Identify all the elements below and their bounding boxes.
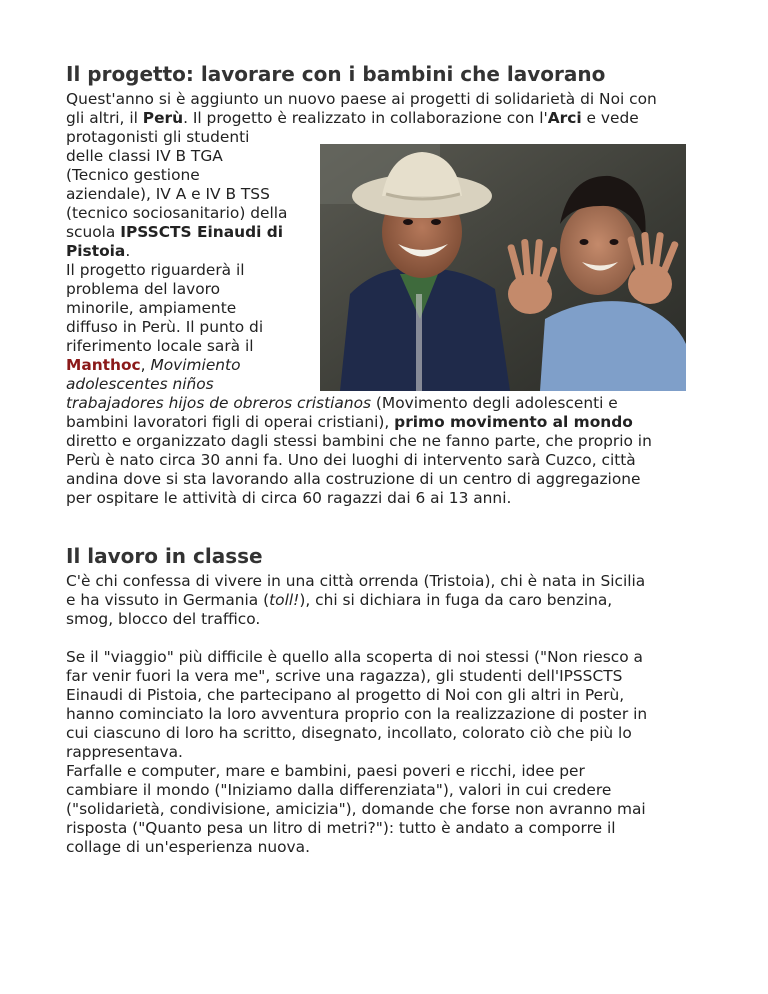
text-line: Manthoc, Movimiento bbox=[66, 356, 241, 374]
text-line: Perù è nato circa 30 anni fa. Uno dei luoghi di intervento sarà Cuzco, città bbox=[66, 451, 636, 469]
text-line: trabajadores hijos de obreros cristianos (Movimento degli adolescenti e bbox=[66, 394, 618, 412]
text-line: bambini lavoratori figli di operai cristiani), primo movimento al mondo bbox=[66, 413, 633, 431]
text-line: e ha vissuto in Germania (toll!), chi si dichiara in fuga da caro benzina, bbox=[66, 591, 613, 609]
children-photo bbox=[320, 144, 686, 391]
text-line: diretto e organizzato dagli stessi bambini che ne fanno parte, che proprio in bbox=[66, 432, 652, 450]
text-line: ("solidarietà, condivisione, amicizia"), domande che forse non avranno mai bbox=[66, 800, 646, 818]
text-line: smog, blocco del traffico. bbox=[66, 610, 261, 628]
text-line: per ospitare le attività di circa 60 ragazzi dai 6 ai 13 anni. bbox=[66, 489, 512, 507]
text-line: Quest'anno si è aggiunto un nuovo paese ai progetti di solidarietà di Noi con bbox=[66, 90, 657, 108]
text-line: (tecnico sociosanitario) della bbox=[66, 204, 288, 222]
section-title-progetto: Il progetto: lavorare con i bambini che lavorano bbox=[66, 62, 606, 86]
section-title-lavoro: Il lavoro in classe bbox=[66, 544, 263, 568]
text-line: protagonisti gli studenti bbox=[66, 128, 250, 146]
text-line: andina dove si sta lavorando alla costruzione di un centro di aggregazione bbox=[66, 470, 641, 488]
text-line: Il progetto riguarderà il bbox=[66, 261, 245, 279]
text-line: Einaudi di Pistoia, che partecipano al progetto di Noi con gli altri in Perù, bbox=[66, 686, 625, 704]
text-line: delle classi IV B TGA bbox=[66, 147, 223, 165]
text-line: far venir fuori la vera me", scrive una ragazza), gli studenti dell'IPSSCTS bbox=[66, 667, 623, 685]
text-line: collage di un'esperienza nuova. bbox=[66, 838, 310, 856]
children-photo-image bbox=[320, 144, 686, 391]
text-line: problema del lavoro bbox=[66, 280, 221, 298]
text-line: risposta ("Quanto pesa un litro di metri?"): tutto è andato a comporre il bbox=[66, 819, 616, 837]
text-line: Pistoia. bbox=[66, 242, 131, 260]
manthoc-link[interactable]: Manthoc bbox=[66, 356, 141, 374]
text-line: gli altri, il Perù. Il progetto è realizzato in collaborazione con l'Arci e vede bbox=[66, 109, 639, 127]
text-line: aziendale), IV A e IV B TSS bbox=[66, 185, 270, 203]
text-line: hanno cominciato la loro avventura proprio con la realizzazione di poster in bbox=[66, 705, 648, 723]
text-line: Se il "viaggio" più difficile è quello alla scoperta di noi stessi ("Non riesco a bbox=[66, 648, 643, 666]
text-line: Farfalle e computer, mare e bambini, paesi poveri e ricchi, idee per bbox=[66, 762, 585, 780]
text-line: cui ciascuno di loro ha scritto, disegnato, incollato, colorato ciò che più lo bbox=[66, 724, 632, 742]
text-line: minorile, ampiamente bbox=[66, 299, 237, 317]
text-line: adolescentes niños bbox=[66, 375, 214, 393]
text-line: scuola IPSSCTS Einaudi di bbox=[66, 223, 284, 241]
text-line: (Tecnico gestione bbox=[66, 166, 200, 184]
text-line: rappresentava. bbox=[66, 743, 183, 761]
text-line: diffuso in Perù. Il punto di bbox=[66, 318, 264, 336]
text-line: riferimento locale sarà il bbox=[66, 337, 254, 355]
text-line: cambiare il mondo ("Iniziamo dalla differenziata"), valori in cui credere bbox=[66, 781, 612, 799]
country-name: Perù bbox=[142, 109, 184, 127]
partner-name: Arci bbox=[547, 109, 582, 127]
text-line: C'è chi confessa di vivere in una città orrenda (Tristoia), chi è nata in Sicilia bbox=[66, 572, 646, 590]
school-name: IPSSCTS Einaudi di bbox=[120, 223, 284, 241]
